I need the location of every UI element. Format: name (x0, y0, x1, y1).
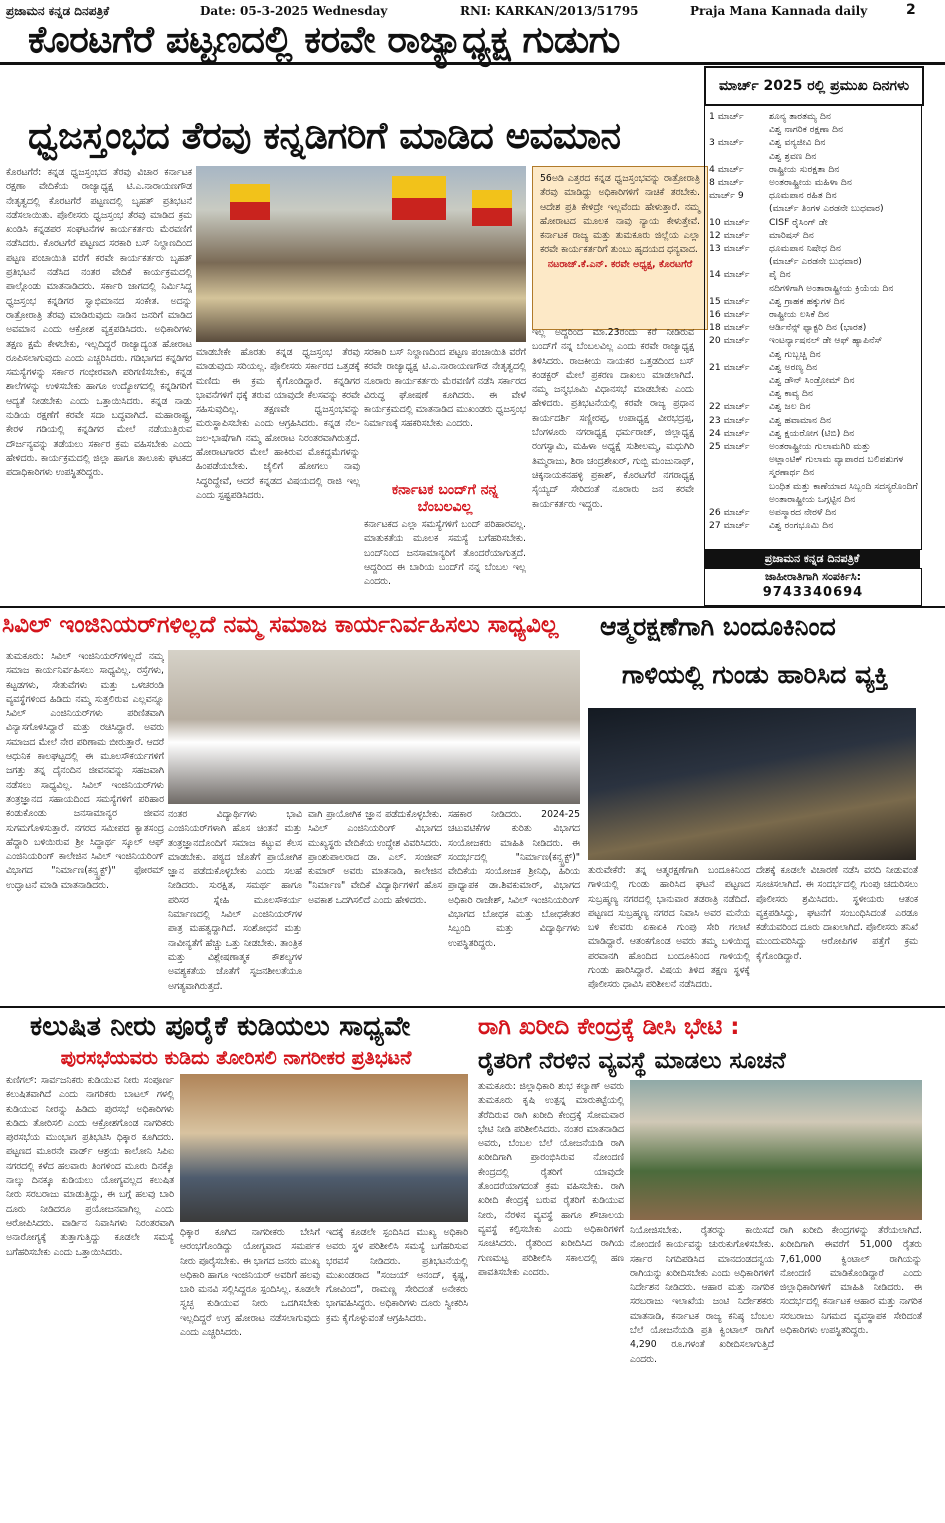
date-label: 3 ಮಾರ್ಚ್ (709, 137, 744, 149)
date-label: 14 ಮಾರ್ಚ್ (709, 269, 750, 281)
date-event: ಅಂತರಾಷ್ಟ್ರೀಯ ಗುಲಾಮಗಿರಿ ಮತ್ತು (769, 441, 871, 452)
date-label: 13 ಮಾರ್ಚ್ (709, 243, 750, 254)
important-dates-list (704, 104, 922, 550)
flag-icon (472, 190, 512, 226)
date-event: ಧೂಮಪಾನ ರಹಿತ ದಿನ (769, 190, 837, 202)
date-event: ವಿಶ್ವ ಗ್ರಾಹಕ ಹಕ್ಕುಗಳ ದಿನ (769, 295, 845, 307)
flag-icon (392, 176, 446, 220)
date-event: ಪೈ ದಿನ (769, 269, 791, 281)
issue-date: Date: 05-3-2025 Wednesday (200, 4, 388, 18)
date-event: (ಮಾರ್ಚ್ ತಿಂಗಳ ಎರಡನೇ ಬುಧವಾರ) (769, 203, 884, 215)
story2-col2: ನಂತರ ವಿದ್ಯಾರ್ಥಿಗಳು ಭಾವಿ ಎಂಜಿನಿಯರ್‌ಗಳಾಗಿ ಹೊಸ ಚಿಂತನೆ ಮತ್ತು ತಂತ್ರಜ್ಞಾನದೊಂದಿಗೆ ಸಮಾಜ ಕಟ್ಟುವ ಕೆಲಸ ಮಾಡಬೇಕು. ಪಠ್ಯದ ಜೊತೆಗೆ ಪ್ರಾಯೋಗಿಕ ಜ್ಞಾನ ಪಡೆದುಕೊಳ್ಳಬೇಕು ಎಂದು ಸಲಹೆ ನೀಡಿದರು. ಸುರಕ್ಷಿತ, ಸಮರ್ಥ ಹಾಗೂ ಪರಿಸರ ಸ್ನೇಹಿ ಮೂಲಸೌಕರ್ಯ ನಿರ್ಮಾಣದಲ್ಲಿ ಸಿವಿಲ್ ಎಂಜಿನಿಯರ್‌ಗಳ ಪಾತ್ರ ಮಹತ್ವದ್ದಾಗಿದೆ. ಸಂಶೋಧನೆ ಮತ್ತು ನಾವೀನ್ಯತೆಗೆ ಹೆಚ್ಚು ಒತ್ತು ನೀಡಬೇಕು. ತಾಂತ್ರಿಕ ಮತ್ತು ವಿಶ್ಲೇಷಣಾತ್ಮಕ ಕೌಶಲ್ಯಗಳ ಅವಶ್ಯಕತೆಯ ಜೊತೆಗೆ ಸೃಜನಶೀಲತೆಯೂ ಅಗತ್ಯವಾಗಿರುತ್ತದೆ. (168, 809, 302, 992)
date-event: ಇಂಟರ್ನ್ಯಾಷನಲ್ ಡೇ ಆಫ್ ಹ್ಯಾಪಿನೆಸ್ (769, 335, 883, 347)
story1-headline-line2: ಧ್ವಜಸ್ತಂಭದ ತೆರವು ಕನ್ನಡಿಗರಿಗೆ ಮಾಡಿದ ಅವಮಾನ (28, 114, 621, 157)
story5-col2: ನಿಯೋಜಿಸಬೇಕು. ರೈತರನ್ನು ಕಾಯಿಸದೆ ನೋಂದಣಿ ಕಾರ್ಯವನ್ನು ಚುರುಕುಗೊಳಿಸಬೇಕು. ಸರ್ಕಾರ ನಿಗದಿಪಡಿಸಿದ ಮಾನದಂಡದನ್ವಯ ರಾಗಿಯನ್ನು ಖರೀದಿಸಬೇಕು ಎಂದು ಅಧಿಕಾರಿಗಳಿಗೆ ನಿರ್ದೇಶನ ನೀಡಿದರು. ಆಹಾರ ಮತ್ತು ನಾಗರಿಕ ಸರಬರಾಜು ಇಲಾಖೆಯ ಜಂಟಿ ನಿರ್ದೇಶಕರು ಮಾತನಾಡಿ, ಕರ್ನಾಟಕ ರಾಜ್ಯ ಕನಿಷ್ಠ ಬೆಂಬಲ ಬೆಲೆ ಯೋಜನೆಯಡಿ ಪ್ರತಿ ಕ್ವಿಂಟಾಲ್ ರಾಗಿಗೆ 4,290 ರೂ.ಗಳಂತೆ ಖರೀದಿಸಲಾಗುತ್ತಿದೆ ಎಂದರು. (630, 1225, 774, 1365)
story1-col3: ಸರಕಾರಿ ಬಸ್ ನಿಲ್ದಾಣದಿಂದ ಪಟ್ಟಣ ಪಂಚಾಯಿತಿ ವರೆಗೆ ಕರವೇ ರಾಜ್ಯಾಧ್ಯಕ್ಷ ಟಿ.ಎ.ನಾರಾಯಣಗೌಡ ನೇತೃತ್ವದಲ್ಲಿ ನೂರಾರು ಕಾರ್ಯಕರ್ತರು ಮೆರವಣಿಗೆ ನಡೆಸಿ ಸರ್ಕಾರದ ವಿರುದ್ಧ ಘೋಷಣೆ ಕೂಗಿದರು. ಈ ವೇಳೆ ಕಾರ್ಯಕ್ರಮದಲ್ಲಿ ಮಾತನಾಡಿದ ಮುಖಂಡರು ಧ್ವಜಸ್ತಂಭ ನಿರ್ಮಾಣಕ್ಕೆ ಸಹಕರಿಸಬೇಕು ಎಂದರು. (364, 347, 526, 430)
story4-col2: ಧಿಕ್ಕಾರ ಕೂಗಿದ ನಾಗರೀಕರು ಬೇಸಿಗೆ ಆರಂಭಗೊಂಡಿದ್ದು ಯೋಗ್ಯವಾದ ಸಮರ್ಪಕ ನೀರು ಪೂರೈಸಬೇಕು. ಈ ಭಾಗದ ಜನರು ಮುಖ್ಯ ಅಧಿಕಾರಿ ಹಾಗೂ ಇಂಜಿನಿಯರ್ ಅವರಿಗೆ ಹಲವು ಬಾರಿ ಮನವಿ ಸಲ್ಲಿಸಿದ್ದರೂ ಸ್ಪಂದಿಸಿಲ್ಲ. ಕೂಡಲೇ ಸ್ವಚ್ಛ ಕುಡಿಯುವ ನೀರು ಒದಗಿಸಬೇಕು ಇಲ್ಲದಿದ್ದರೆ ಉಗ್ರ ಹೋರಾಟ ನಡೆಸಲಾಗುವುದು ಎಂದು ಎಚ್ಚರಿಸಿದರು. (180, 1227, 320, 1339)
story2-col4: ಸಹಕಾರ ನೀಡಿದರು. 2024-25 ಚಟುವಟಿಕೆಗಳ ಕುರಿತು ವಿಭಾಗದ ಸಂಯೋಜಕರು ಮಾಹಿತಿ ನೀಡಿದರು. ಈ ಸಂದರ್ಭದಲ್ಲಿ "ನಿರ್ಮಾಣ(ಕನ್ಸ್ಟ್ರಕ್ಟ್)" ವೇದಿಕೆಯ ಸಂಯೋಜಕ ಶ್ರೀನಿಧಿ, ಹಿರಿಯ ಪ್ರಾಧ್ಯಾಪಕ ಡಾ.ಶಿವಕುಮಾರ್, ವಿಭಾಗದ ಅಧಿಕಾರಿ ರಾಜೇಶ್, ಸಿವಿಲ್ ಇಂಜಿನಿಯರಿಂಗ್ ವಿಭಾಗದ ಬೋಧಕ ಮತ್ತು ಬೋಧಕೇತರ ಸಿಬ್ಬಂದಿ ಮತ್ತು ವಿದ್ಯಾರ್ಥಿಗಳು ಉಪಸ್ಥಿತರಿದ್ದರು. (448, 809, 580, 949)
story1-photo (196, 166, 526, 342)
date-event: ಅಂತಾರಾಷ್ಟ್ರೀಯ ಒಗ್ಗಟ್ಟಿನ ದಿನ (769, 493, 856, 505)
rni-number: RNI: KARKAN/2013/51795 (460, 4, 639, 18)
date-event: ವಿಶ್ವ ಅರಣ್ಯ ದಿನ (769, 361, 818, 373)
date-event: ವಿಶ್ವ ಶ್ರವಣ ದಿನ (769, 150, 817, 162)
flag-icon (230, 184, 270, 220)
story1-col1: ಕೊರಟಗೆರೆ: ಕನ್ನಡ ಧ್ವಜಸ್ತಂಭದ ತೆರವು ವಿಚಾರ ಕರ್ನಾಟಕ ರಕ್ಷಣಾ ವೇದಿಕೆಯ ರಾಜ್ಯಾಧ್ಯಕ್ಷ ಟಿ.ಎ.ನಾರಾಯಣಗೌಡ ನೇತೃತ್ವದಲ್ಲಿ ಕೊರಟಗೆರೆ ಪಟ್ಟಣದಲ್ಲಿ ಬೃಹತ್ ಪ್ರತಿಭಟನೆ ನಡೆಸಲಾಯಿತು. ಪೊಲೀಸರು ಧ್ವಜಸ್ತಂಭ ತೆರವು ಮಾಡಿದ ಕ್ರಮ ಖಂಡಿಸಿ ಕನ್ನಡಪರ ಸಂಘಟನೆಗಳ ಕಾರ್ಯಕರ್ತರು ಮೆರವಣಿಗೆ ನಡೆಸಿದರು. ಕೊರಟಗೆರೆ ಪಟ್ಟಣದ ಸರಕಾರಿ ಬಸ್ ನಿಲ್ದಾಣದಿಂದ ಪಟ್ಟಣ ಪಂಚಾಯಿತಿ ವರೆಗೆ ಕರವೇ ಕಾರ್ಯಕರ್ತರು ಬೃಹತ್ ಪ್ರತಿಭಟನೆ ನಡೆಸಿದ ನಂತರ ವೇದಿಕೆ ಕಾರ್ಯಕ್ರಮದಲ್ಲಿ ಪಾಲ್ಗೊಂಡು ಮಾತನಾಡಿದರು. ಸರ್ಕಾರಿ ಜಾಗದಲ್ಲಿ ನಿರ್ಮಿಸಿದ್ದ ಧ್ವಜಸ್ತಂಭ ಕನ್ನಡಿಗರ ಸ್ವಾಭಿಮಾನದ ಸಂಕೇತ. ಅದನ್ನು ರಾತ್ರೋರಾತ್ರಿ ತೆರವು ಮಾಡಿರುವುದು ನಾಡಿನ ಜನರಿಗೆ ಮಾಡಿದ ಅವಮಾನ ಎಂದು ಆಕ್ರೋಶ ವ್ಯಕ್ತಪಡಿಸಿದರು. ಅಧಿಕಾರಿಗಳು ತಕ್ಷಣ ಕ್ಷಮೆ ಕೇಳಬೇಕು, ಇಲ್ಲದಿದ್ದರೆ ರಾಜ್ಯಾದ್ಯಂತ ಹೋರಾಟ ರೂಪಿಸಲಾಗುವುದು ಎಂದು ಎಚ್ಚರಿಸಿದರು. ಗಡಿಭಾಗದ ಕನ್ನಡಿಗರ ಸಮಸ್ಯೆಗಳನ್ನು ಸರ್ಕಾರ ಗಂಭೀರವಾಗಿ ಪರಿಗಣಿಸಬೇಕು, ಕನ್ನಡ ಶಾಲೆಗಳನ್ನು ಉಳಿಸಬೇಕು ಹಾಗೂ ಉದ್ಯೋಗದಲ್ಲಿ ಕನ್ನಡಿಗರಿಗೆ ಆದ್ಯತೆ ನೀಡಬೇಕು ಎಂದು ಒತ್ತಾಯಿಸಿದರು. ಕನ್ನಡ ನಾಡು ನುಡಿಯ ರಕ್ಷಣೆಗೆ ಕರವೇ ಸದಾ ಬದ್ಧವಾಗಿದೆ. ಮಹಾರಾಷ್ಟ್ರ, ಕೇರಳ ಗಡಿಯಲ್ಲಿ ಕನ್ನಡಿಗರ ಮೇಲೆ ನಡೆಯುತ್ತಿರುವ ದೌರ್ಜನ್ಯವನ್ನು ತಡೆಯಲು ಸರ್ಕಾರ ಕ್ರಮ ವಹಿಸಬೇಕು ಎಂದು ಹೇಳಿದರು. ಕಾರ್ಯಕ್ರಮದಲ್ಲಿ ಜಿಲ್ಲಾ ಹಾಗೂ ತಾಲೂಕು ಘಟಕದ ಪದಾಧಿಕಾರಿಗಳು ಉಪಸ್ಥಿತರಿದ್ದರು. (6, 167, 192, 479)
date-label: 21 ಮಾರ್ಚ್ (709, 361, 750, 373)
date-event: ವಿಶ್ವ ನಾಗರಿಕ ರಕ್ಷಣಾ ದಿನ (769, 124, 844, 136)
date-event: (ಮಾರ್ಚ್ ಎರಡನೇ ಬುಧವಾರ) (769, 256, 862, 268)
divider (0, 1006, 945, 1008)
date-label: 16 ಮಾರ್ಚ್ (709, 309, 750, 320)
quote-text: 56ಅಡಿ ಎತ್ತರದ ಕನ್ನಡ ಧ್ವಜಸ್ತಂಭವನ್ನು ರಾತ್ರೋರಾತ್ರಿ ತೆರವು ಮಾಡಿದ್ದು ಅಧಿಕಾರಿಗಳಿಗೆ ನಾಚಿಕೆ ತರಬೇಕು. ಆದೇಶ ಪ್ರತಿ ಕೇಳಿದ್ರೇ ಇಲ್ಲವೆಂದು ಹೇಳುತ್ತಾರೆ. ನಮ್ಮ ಹೋರಾಟದ ಮೂಲಕ ನಾವು ನ್ಯಾಯ ಕೇಳುತ್ತೇವೆ. ಕರ್ನಾಟಕ ರಾಜ್ಯ ಮತ್ತು ತುಮಕೂರು ಜಿಲ್ಲೆಯ ಎಲ್ಲಾ ಕರವೇ ಕಾರ್ಯಕರ್ತರಿಗೆ ತುಂಬು ಹೃದಯದ ಧನ್ಯವಾದ. (540, 173, 700, 256)
date-event: ವಿಶ್ವ ಹವಾಮಾನ ದಿನ (769, 414, 832, 426)
story1-headline-line1: ಕೊರಟಗೆರೆ ಪಟ್ಟಣದಲ್ಲಿ ಕರವೇ ರಾಜ್ಯಾಧ್ಯಕ್ಷ ಗುಡುಗು (28, 18, 620, 61)
story3-col2: ದೇಶಕ್ಕೆ ಕೂಡಲೇ ವಿಚಾರಣೆ ನಡೆಸಿ ವರದಿ ನೀಡುವಂತೆ ಸೂಚಿಸಲಾಗಿದೆ. ಈ ಸಂದರ್ಭದಲ್ಲಿ ಗುಂಪು ಚದುರಿಸಲು ಪೊಲೀಸರು ಶ್ರಮಿಸಿದರು. ಸ್ಥಳೀಯರು ಆತಂಕ ವ್ಯಕ್ತಪಡಿಸಿದ್ದು, ಘಟನೆಗೆ ಸಂಬಂಧಿಸಿದಂತೆ ಎರಡೂ ಕಡೆಯವರಿಂದ ದೂರು ದಾಖಲಾಗಿದೆ. ಪೊಲೀಸರು ತನಿಖೆ ಮುಂದುವರಿಸಿದ್ದು ಆರೋಪಿಗಳ ಪತ್ತೆಗೆ ಕ್ರಮ ಕೈಗೊಂಡಿದ್ದಾರೆ. (756, 865, 918, 962)
story2-photo (168, 650, 580, 804)
story3-headline-line2: ಗಾಳಿಯಲ್ಲಿ ಗುಂಡು ಹಾರಿಸಿದ ವ್ಯಕ್ತಿ (622, 660, 889, 689)
story4-col3: ಇದಕ್ಕೆ ಕೂಡಲೇ ಸ್ಪಂದಿಸಿದ ಮುಖ್ಯ ಅಧಿಕಾರಿ ಅವರು ಸ್ಥಳ ಪರಿಶೀಲಿಸಿ ಸಮಸ್ಯೆ ಬಗೆಹರಿಸುವ ಭರವಸೆ ನೀಡಿದರು. ಪ್ರತಿಭಟನೆಯಲ್ಲಿ ಮುಖಂಡರಾದ "ಸಂಜಯ್ ಆನಂದ್, ಕೃಷ್ಣ, ಗೋವಿಂದ", ರಾಮಣ್ಣ ಸೇರಿದಂತೆ ಅನೇಕರು ಭಾಗವಹಿಸಿದ್ದರು. ಅಧಿಕಾರಿಗಳು ದೂರು ಸ್ವೀಕರಿಸಿ ಕ್ರಮ ಕೈಗೊಳ್ಳುವಂತೆ ಆಗ್ರಹಿಸಿದರು. (326, 1227, 468, 1324)
date-event: ಸ್ಮರಣಾರ್ಥ ದಿನ (769, 467, 815, 479)
date-event: ಆರ್ಡಿನೆನ್ಸ್ ಫ್ಯಾಕ್ಟರಿ ದಿನ (ಭಾರತ) (769, 322, 867, 334)
date-label: 12 ಮಾರ್ಚ್ (709, 229, 750, 241)
date-event: ವಿಶ್ವ ಡೌನ್ ಸಿಂಡ್ರೋಮ್ ದಿನ (769, 375, 855, 386)
story2-col3: ವಾಗಿ ಪ್ರಾಯೋಗಿಕ ಜ್ಞಾನ ಪಡೆದುಕೊಳ್ಳಬೇಕು. ಸಿವಿಲ್ ಎಂಜಿನಿಯರಿಂಗ್ ವಿಭಾಗದ ಮುಖ್ಯಸ್ಥರು ವೇದಿಕೆಯ ಉದ್ದೇಶ ವಿವರಿಸಿದರು. ಪ್ರಾಂಶುಪಾಲರಾದ ಡಾ. ಎಲ್. ಸಂಜೀವ್ ಕುಮಾರ್ ಅವರು ಮಾತನಾಡಿ, ಕಾಲೇಜಿನ "ನಿರ್ಮಾಣ" ವೇದಿಕೆ ವಿದ್ಯಾರ್ಥಿಗಳಿಗೆ ಹೊಸ ಅವಕಾಶ ಒದಗಿಸಲಿದೆ ಎಂದು ಹೇಳಿದರು. (308, 809, 442, 906)
story5-photo (630, 1080, 922, 1220)
story4-headline: ಕಲುಷಿತ ನೀರು ಪೂರೈಕೆ ಕುಡಿಯಲು ಸಾಧ್ಯವೇ (30, 1011, 411, 1042)
quote-box (532, 166, 708, 330)
story1-col3b: ಕರ್ನಾಟಕದ ಎಲ್ಲಾ ಸಮಸ್ಯೆಗಳಿಗೆ ಬಂದ್ ಪರಿಹಾರವಲ್ಲ. ಮಾತುಕತೆಯ ಮೂಲಕ ಸಮಸ್ಯೆ ಬಗೆಹರಿಸಬೇಕು. ಬಂದ್‌ನಿಂದ ಜನಸಾಮಾನ್ಯರಿಗೆ ತೊಂದರೆಯಾಗುತ್ತದೆ. ಆದ್ದರಿಂದ ಈ ಬಾರಿಯ ಬಂದ್‌ಗೆ ನನ್ನ ಬೆಂಬಲ ಇಲ್ಲ ಎಂದರು. (364, 519, 526, 588)
date-event: ಅಟ್ಲಾಂಟಿಕ್ ಗುಲಾಮ ವ್ಯಾಪಾರದ ಬಲಿಪಶುಗಳ (769, 454, 904, 466)
divider (0, 606, 945, 608)
date-event: ವಿಶ್ವ ಗುಬ್ಬಚ್ಚಿ ದಿನ (769, 348, 821, 360)
date-label: 22 ಮಾರ್ಚ್ (709, 401, 750, 413)
date-label: 27 ಮಾರ್ಚ್ (709, 520, 750, 532)
date-event: ರಾಷ್ಟ್ರೀಯ ಸುರಕ್ಷತಾ ದಿನ (769, 163, 840, 175)
date-event: CISF ರೈಸಿಂಗ್ ಡೇ (769, 216, 828, 228)
story5-subheading: ರೈತರಿಗೆ ನೆರಳಿನ ವ್ಯವಸ್ಥೆ ಮಾಡಲು ಸೂಚನೆ (478, 1048, 786, 1074)
date-event: ವಿಶ್ವ ವನ್ಯಜೀವಿ ದಿನ (769, 137, 826, 149)
date-event: ಶೂನ್ಯ ತಾರತಮ್ಯ ದಿನ (769, 111, 832, 122)
story1-col4: ಇಲ್ಲ ಅದ್ದರಿಂದ ಮಾ.23ರಂದು ಕರೆ ನೀಡಿರುವ ಬಂದ್‌ಗೆ ನನ್ನ ಬೆಂಬಲವಿಲ್ಲ ಎಂದು ಕರವೇ ರಾಜ್ಯಾಧ್ಯಕ್ಷ ತಿಳಿಸಿದರು. ರಾಜಕೀಯ ನಾಯಕರ ಒತ್ತಡದಿಂದ ಬಸ್ ಕಂಡಕ್ಟರ್ ಮೇಲೆ ಪ್ರಕರಣ ದಾಖಲು ಮಾಡಲಾಗಿದೆ. ನಮ್ಮ ಜನ್ಮಭೂಮಿ ವಿಧಾನಸಭೆ ಮಾಡಬೇಕು ಎಂದು ಹೇಳಿದರು. ಪ್ರತಿಭಟನೆಯಲ್ಲಿ ಕರವೇ ರಾಜ್ಯ ಪ್ರಧಾನ ಕಾರ್ಯದರ್ಶಿ ಸಣ್ಣೀರಪ್ಪ, ಉಪಾಧ್ಯಕ್ಷ ವೀರಭದ್ರಪ್ಪ, ಬೆಂಗಳೂರು ನಗರಾಧ್ಯಕ್ಷ ಧರ್ಮರಾಜ್, ಜಿಲ್ಲಾಧ್ಯಕ್ಷ ರಂಗಸ್ವಾಮಿ, ಮಹಿಳಾ ಅಧ್ಯಕ್ಷೆ ಸುಶೀಲಮ್ಮ, ಮಧುಗಿರಿ ತಿಮ್ಮರಾಜು, ಶಿರಾ ಚಂದ್ರಶೇಖರ್, ಗುಬ್ಬಿ ಮಂಜುನಾಥ್, ಚಿಕ್ಕನಾಯಕನಹಳ್ಳಿ ಪ್ರಕಾಶ್, ಕೊರಟಗೆರೆ ನಗರಾಧ್ಯಕ್ಷ ಸೈಯ್ಯದ್ ಸೇರಿದಂತೆ ನೂರಾರು ಜನ ಕರವೇ ಕಾರ್ಯಕರ್ತರು ಇದ್ದರು. (532, 327, 694, 510)
story3-col1: ತುರುವೇಕೆರೆ: ತನ್ನ ಆತ್ಮರಕ್ಷಣೆಗಾಗಿ ಬಂದೂಕಿನಿಂದ ಗಾಳಿಯಲ್ಲಿ ಗುಂಡು ಹಾರಿಸಿದ ಘಟನೆ ಪಟ್ಟಣದ ಸುಬ್ರಹ್ಮಣ್ಯ ನಗರದಲ್ಲಿ ಭಾನುವಾರ ತಡರಾತ್ರಿ ನಡೆದಿದೆ. ಪಟ್ಟಣದ ಸುಬ್ರಹ್ಮಣ್ಯ ನಗರದ ನಿವಾಸಿ ಅವರ ಮನೆಯ ಬಳಿ ಕೆಲವರು ಏಕಾಏಕಿ ಗುಂಪು ಸೇರಿ ಗಲಾಟೆ ಮಾಡಿದ್ದಾರೆ. ಆತಂಕಗೊಂಡ ಅವರು ತಮ್ಮ ಬಳಿಯಿದ್ದ ಪರವಾನಗಿ ಹೊಂದಿದ ಬಂದೂಕಿನಿಂದ ಗಾಳಿಯಲ್ಲಿ ಗುಂಡು ಹಾರಿಸಿದ್ದಾರೆ. ವಿಷಯ ತಿಳಿದ ತಕ್ಷಣ ಸ್ಥಳಕ್ಕೆ ಪೊಲೀಸರು ಧಾವಿಸಿ ಪರಿಶೀಲನೆ ನಡೆಸಿದರು. (588, 865, 750, 991)
story5-headline: ರಾಗಿ ಖರೀದಿ ಕೇಂದ್ರಕ್ಕೆ ಡೀಸಿ ಭೇಟಿ : (478, 1014, 740, 1040)
date-event: ನದಿಗಳಿಗಾಗಿ ಅಂತಾರಾಷ್ಟ್ರೀಯ ಕ್ರಿಯೆಯ ದಿನ (769, 282, 894, 294)
story4-photo (180, 1074, 468, 1222)
masthead (0, 0, 945, 65)
date-label: 15 ಮಾರ್ಚ್ (709, 295, 750, 307)
story3-headline-line1: ಆತ್ಮರಕ್ಷಣೆಗಾಗಿ ಬಂದೂಕಿನಿಂದ (600, 612, 836, 641)
ad-box (704, 568, 922, 606)
paper-name: Praja Mana Kannada daily (690, 4, 868, 18)
date-label: 8 ಮಾರ್ಚ್ (709, 177, 744, 188)
date-event: ಮಾರಿಷಸ್ ದಿನ (769, 229, 814, 241)
ad-title: ಪ್ರಜಾಮನ ಕನ್ನಡ ದಿನಪತ್ರಿಕೆ (704, 550, 920, 568)
date-event: ವಿಶ್ವ ಕಾವ್ಯ ದಿನ (769, 388, 814, 400)
date-label: 23 ಮಾರ್ಚ್ (709, 414, 750, 426)
date-event: ಧೂಮಪಾನ ನಿಷೇಧ ದಿನ (769, 243, 841, 254)
date-label: 26 ಮಾರ್ಚ್ (709, 507, 750, 518)
date-event: ವಿಶ್ವ ರಂಗಭೂಮಿ ದಿನ (769, 520, 834, 532)
story2-col1: ತುಮಕೂರು: ಸಿವಿಲ್ ಇಂಜಿನಿಯರ್‌ಗಳಿಲ್ಲದೆ ನಮ್ಮ ಸಮಾಜ ಕಾರ್ಯನಿರ್ವಹಿಸಲು ಸಾಧ್ಯವಿಲ್ಲ. ರಸ್ತೆಗಳು, ಕಟ್ಟಡಗಳು, ಸೇತುವೆಗಳು ಮತ್ತು ಒಳಚರಂಡಿ ವ್ಯವಸ್ಥೆಗಳಿಂದ ಹಿಡಿದು ನಮ್ಮ ಸುತ್ತಲಿರುವ ಎಲ್ಲವನ್ನೂ ಸಿವಿಲ್ ಎಂಜಿನಿಯರ್‌ಗಳು ಪರಿಣಿತವಾಗಿ ವಿನ್ಯಾಸಗೊಳಿಸಿದ್ದಾರೆ ಮತ್ತು ರಚಿಸಿದ್ದಾರೆ. ಅವರು ಸಮಾಜದ ಮೇಲೆ ನೇರ ಪರಿಣಾಮ ಬೀರುತ್ತಾರೆ. ಆದರೆ ಆಧುನಿಕ ಕಾಲಘಟ್ಟದಲ್ಲಿ ಈ ಮೂಲಸೌಕರ್ಯಗಳಿಗೆ ಜಗತ್ತು ತನ್ನ ದೈನಂದಿನ ಜೀವನವನ್ನು ಸಹಜವಾಗಿ ನಡೆಸಲು ಸಾಧ್ಯವಿಲ್ಲ. ಸಿವಿಲ್ ಇಂಜಿನಿಯರ್‌ಗಳು ತಂತ್ರಜ್ಞಾನದ ಸಹಾಯದಿಂದ ಸಮಸ್ಯೆಗಳಿಗೆ ಪರಿಹಾರ ಕಂಡುಕೊಂಡು ಜನಸಾಮಾನ್ಯರ ಜೀವನ ಸುಗಮಗೊಳಿಸುತ್ತಾರೆ. ನಗರದ ಸಮೀಪದ ಕ್ಯಾತಸಂದ್ರ ಹೆದ್ದಾರಿ ಬಳಿಯಿರುವ ಶ್ರೀ ಸಿದ್ಧಾರ್ಥ ಸ್ಕೂಲ್ ಆಫ್ ಎಂಜಿನಿಯರಿಂಗ್ ಕಾಲೇಜಿನ ಸಿವಿಲ್ ಇಂಜಿನಿಯರಿಂಗ್ ವಿಭಾಗದ "ನಿರ್ಮಾಣ(ಕನ್ಸ್ಟ್ರಕ್ಟ್)" ಫೋರಮ್ ಉದ್ಘಾಟನೆ ಮಾಡಿ ಮಾತನಾಡಿದರು. (6, 651, 164, 891)
date-event: ಅಂತರಾಷ್ಟ್ರೀಯ ಮಹಿಳಾ ದಿನ (769, 177, 852, 188)
story3-photo (588, 708, 916, 860)
ad-contact-label: ಜಾಹೀರಾತಿಗಾಗಿ ಸಂಪರ್ಕಿಸಿ: (764, 570, 862, 583)
ad-phone: 9743340694 (762, 585, 864, 600)
date-event: ಅಪಸ್ಮಾರದ ನೇರಳೆ ದಿನ (769, 507, 837, 518)
date-label: 20 ಮಾರ್ಚ್ (709, 335, 750, 347)
date-label: 1 ಮಾರ್ಚ್ (709, 111, 744, 122)
dates-title: ಮಾರ್ಚ್ 2025 ರಲ್ಲಿ ಪ್ರಮುಖ ದಿನಗಳು (704, 66, 924, 106)
date-event: ರಾಷ್ಟ್ರೀಯ ಲಸಿಕೆ ದಿನ (769, 309, 829, 320)
story4-subheading: ಪುರಸಭೆಯವರು ಕುಡಿದು ತೋರಿಸಲಿ ನಾಗರೀಕರ ಪ್ರತಿಭಟನೆ (60, 1047, 412, 1069)
date-event: ವಿಶ್ವ ಜಲ ದಿನ (769, 401, 811, 413)
date-event: ವಿಶ್ವ ಕ್ಷಯರೋಗ (ಟಿಬಿ) ದಿನ (769, 427, 855, 439)
date-label: ಮಾರ್ಚ್ 9 (709, 190, 744, 202)
story2-headline: ಸಿವಿಲ್ ಇಂಜಿನಿಯರ್‌ಗಳಿಲ್ಲದೆ ನಮ್ಮ ಸಮಾಜ ಕಾರ್ಯನಿರ್ವಹಿಸಲು ಸಾಧ್ಯವಿಲ್ಲ (2, 612, 559, 638)
date-label: 18 ಮಾರ್ಚ್ (709, 322, 750, 334)
date-label: 10 ಮಾರ್ಚ್ (709, 216, 750, 228)
story5-col3: ರಾಗಿ ಖರೀದಿ ಕೇಂದ್ರಗಳನ್ನು ತೆರೆಯಲಾಗಿದೆ. ಖರೀದಿಗಾಗಿ ಈವರೆಗೆ 51,000 ರೈತರು 7,61,000 ಕ್ವಿಂಟಾಲ್ ರಾಗಿಯನ್ನು ನೋಂದಣಿ ಮಾಡಿಕೊಂಡಿದ್ದಾರೆ ಎಂದು ಜಿಲ್ಲಾಧಿಕಾರಿಗಳಿಗೆ ಮಾಹಿತಿ ನೀಡಿದರು. ಈ ಸಂದರ್ಭದಲ್ಲಿ ಕರ್ನಾಟಕ ಆಹಾರ ಮತ್ತು ನಾಗರಿಕ ಸರಬರಾಜು ನಿಗಮದ ವ್ಯವಸ್ಥಾಪಕ ಸೇರಿದಂತೆ ಅಧಿಕಾರಿಗಳು ಉಪಸ್ಥಿತರಿದ್ದರು. (780, 1225, 922, 1337)
story4-col1: ಕುಣಿಗಲ್: ಸಾರ್ವಜನಿಕರು ಕುಡಿಯುವ ನೀರು ಸಂಪೂರ್ಣ ಕಲುಷಿತವಾಗಿದೆ ಎಂದು ನಾಗರಿಕರು ಬಾಟಲ್ ಗಳಲ್ಲಿ ಕುಡಿಯುವ ನೀರನ್ನು ಹಿಡಿದು ಪುರಸಭೆ ಅಧಿಕಾರಿಗಳು ಕುಡಿದು ತೋರಿಸಲಿ ಎಂದು ಆಕ್ರೋಶಗೊಂಡ ನಾಗರಿಕರು ಪುರಸಭೆಯ ಮುಂಭಾಗ ಪ್ರತಿಭಟಿಸಿ ಧಿಕ್ಕಾರ ಕೂಗಿದರು. ಪಟ್ಟಣದ ಮೂರನೇ ವಾರ್ಡ್ ಆಶ್ರಯ ಕಾಲೋನಿ ಸಿಪಿಐ ನಗರದಲ್ಲಿ ಕಳೆದ ಹಲವಾರು ತಿಂಗಳಿಂದ ಮೂರು ದಿನಕ್ಕೊ ನಾಲ್ಕು ದಿನಕ್ಕೂ ಕುಡಿಯಲು ಯೋಗ್ಯವಲ್ಲದ ಕಲುಷಿತ ನೀರು ಸರಬರಾಜು ಮಾಡುತ್ತಿದ್ದು, ಈ ಬಗ್ಗೆ ಹಲವು ಬಾರಿ ದೂರು ನೀಡಿದರೂ ಪ್ರಯೋಜನವಾಗಿಲ್ಲ ಎಂದು ಆರೋಪಿಸಿದರು. ವಾರ್ಡಿನ ನಿವಾಸಿಗಳು ನಿರಂತರವಾಗಿ ಅನಾರೋಗ್ಯಕ್ಕೆ ತುತ್ತಾಗುತ್ತಿದ್ದು ಕೂಡಲೇ ಸಮಸ್ಯೆ ಬಗೆಹರಿಸಬೇಕು ಎಂದು ಒತ್ತಾಯಿಸಿದರು. (6, 1075, 174, 1258)
date-label: 25 ಮಾರ್ಚ್ (709, 441, 750, 452)
paper-logo: ಪ್ರಜಾಮನ ಕನ್ನಡ ದಿನಪತ್ರಿಕೆ (6, 4, 110, 18)
story1-subheading: ಕರ್ನಾಟಕ ಬಂದ್‌ಗೆ ನನ್ನ ಬೆಂಬಲವಿಲ್ಲ (391, 482, 499, 515)
story1-col2: ಮಾಡಬೇಕೇ ಹೊರತು ಕನ್ನಡ ಧ್ವಜಸ್ತಂಭ ತೆರವು ಮಾಡುವುದು ಸರಿಯಲ್ಲ. ಪೊಲೀಸರು ಸರ್ಕಾರದ ಒತ್ತಡಕ್ಕೆ ಮಣಿದು ಈ ಕ್ರಮ ಕೈಗೊಂಡಿದ್ದಾರೆ. ಕನ್ನಡಿಗರ ಭಾವನೆಗಳಿಗೆ ಧಕ್ಕೆ ತರುವ ಯಾವುದೇ ಕೆಲಸವನ್ನು ಕರವೇ ಸಹಿಸುವುದಿಲ್ಲ. ತಕ್ಷಣವೇ ಧ್ವಜಸ್ತಂಭವನ್ನು ಮರುಸ್ಥಾಪಿಸಬೇಕು ಎಂದು ಆಗ್ರಹಿಸಿದರು. ಕನ್ನಡ ನೆಲ-ಜಲ-ಭಾಷೆಗಾಗಿ ನಮ್ಮ ಹೋರಾಟ ನಿರಂತರವಾಗಿರುತ್ತದೆ. ಹೋರಾಟಗಾರರ ಮೇಲೆ ಹಾಕಿರುವ ಮೊಕದ್ದಮೆಗಳನ್ನು ಹಿಂಪಡೆಯಬೇಕು. ಜೈಲಿಗೆ ಹೋಗಲು ನಾವು ಸಿದ್ಧರಿದ್ದೇವೆ, ಆದರೆ ಕನ್ನಡದ ವಿಷಯದಲ್ಲಿ ರಾಜಿ ಇಲ್ಲ ಎಂದು ಸ್ಪಷ್ಟಪಡಿಸಿದರು. (196, 347, 360, 501)
page-number: 2 (906, 2, 916, 18)
quote-signature: ನಟರಾಜ್.ಕೆ.ಎನ್. ಕರವೇ ಅಧ್ಯಕ್ಷ, ಕೊರಟಗೆರೆ (547, 258, 693, 270)
date-label: 24 ಮಾರ್ಚ್ (709, 427, 750, 439)
date-label: 4 ಮಾರ್ಚ್ (709, 163, 744, 175)
story5-col1: ತುಮಕೂರು: ಜಿಲ್ಲಾಧಿಕಾರಿ ಶುಭ ಕಲ್ಯಾಣ್ ಅವರು ತುಮಕೂರು ಕೃಷಿ ಉತ್ಪನ್ನ ಮಾರುಕಟ್ಟೆಯಲ್ಲಿ ತೆರೆದಿರುವ ರಾಗಿ ಖರೀದಿ ಕೇಂದ್ರಕ್ಕೆ ಸೋಮವಾರ ಭೇಟಿ ನೀಡಿ ಪರಿಶೀಲಿಸಿದರು. ನಂತರ ಮಾತನಾಡಿದ ಅವರು, ಬೆಂಬಲ ಬೆಲೆ ಯೋಜನೆಯಡಿ ರಾಗಿ ಖರೀದಿಗಾಗಿ ಪ್ರಾರಂಭಿಸಿರುವ ನೋಂದಣಿ ಕೇಂದ್ರದಲ್ಲಿ ರೈತರಿಗೆ ಯಾವುದೇ ತೊಂದರೆಯಾಗದಂತೆ ಕ್ರಮ ವಹಿಸಬೇಕು. ರಾಗಿ ಖರೀದಿ ಕೇಂದ್ರಕ್ಕೆ ಬರುವ ರೈತರಿಗೆ ಕುಡಿಯುವ ನೀರು, ನೆರಳಿನ ವ್ಯವಸ್ಥೆ ಹಾಗೂ ಶೌಚಾಲಯ ವ್ಯವಸ್ಥೆ ಕಲ್ಪಿಸಬೇಕು ಎಂದು ಅಧಿಕಾರಿಗಳಿಗೆ ಸೂಚಿಸಿದರು. ರೈತರಿಂದ ಖರೀದಿಸಿದ ರಾಗಿಯ ಗುಣಮಟ್ಟ ಪರಿಶೀಲಿಸಿ ಸಕಾಲದಲ್ಲಿ ಹಣ ಪಾವತಿಸಬೇಕು ಎಂದರು. (478, 1081, 624, 1278)
date-event: ಬಂಧಿತ ಮತ್ತು ಕಾಣೆಯಾದ ಸಿಬ್ಬಂದಿ ಸದಸ್ಯರೊಂದಿಗೆ (769, 480, 918, 492)
